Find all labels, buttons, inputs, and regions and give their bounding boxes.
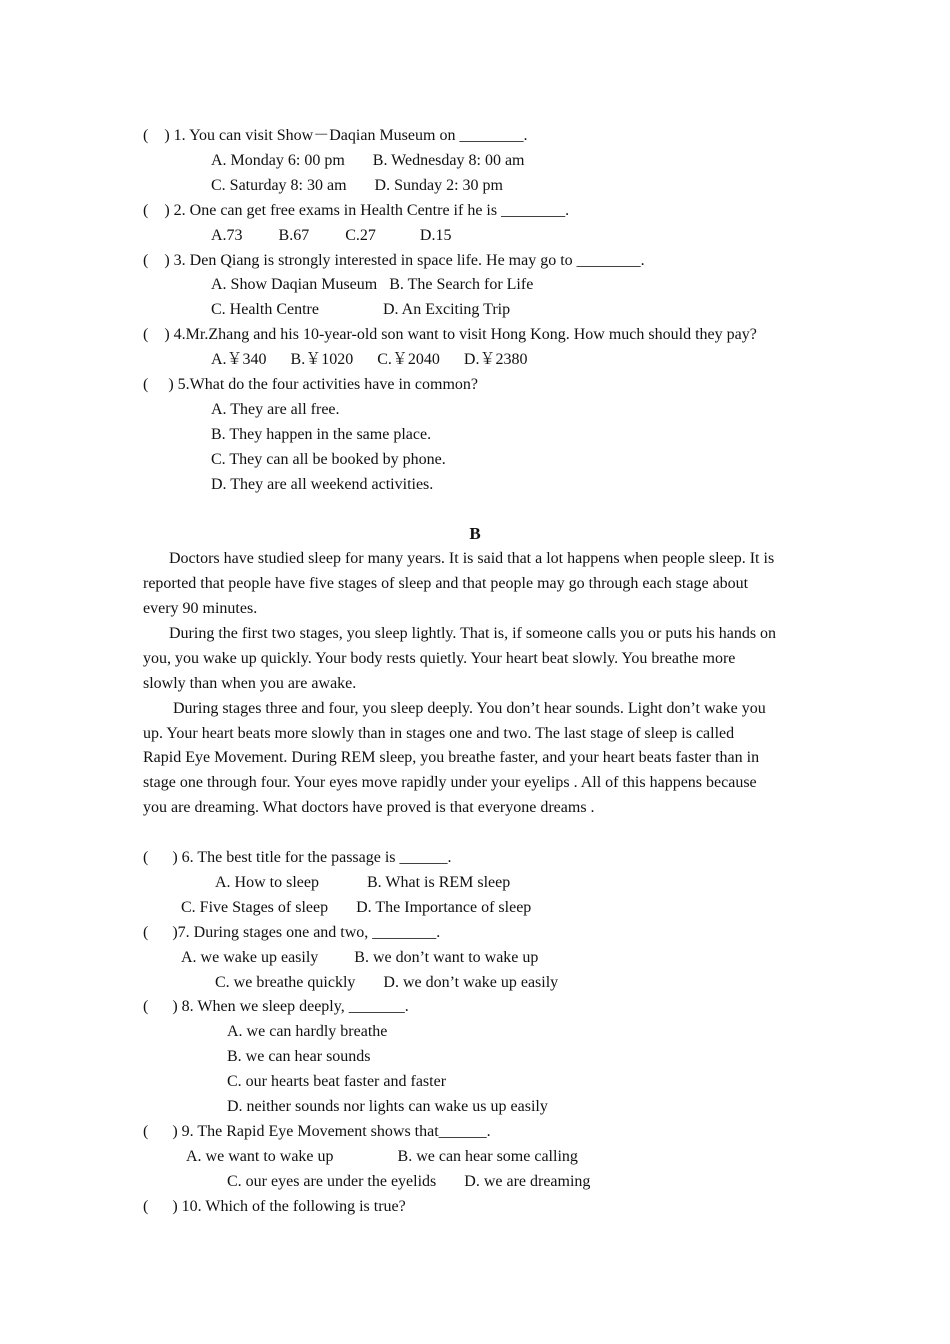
question-9-options-line-2: C. our eyes are under the eyelids D. we are dreaming — [227, 1173, 591, 1190]
question-5-option-c: C. They can all be booked by phone. — [211, 451, 446, 468]
question-5-option-d: D. They are all weekend activities. — [211, 476, 434, 493]
passage-paragraph-3-line-1: During stages three and four, you sleep deeply. You don’t hear sounds. Light don’t wake you — [169, 700, 766, 717]
question-6-options-line-2: C. Five Stages of sleep D. The Importance of sleep — [181, 899, 532, 916]
question-2-options: A.73 B.67 C.27 D.15 — [211, 227, 452, 244]
passage-paragraph-1-line-3: every 90 minutes. — [143, 600, 258, 617]
question-3-stem: ( ) 3. Den Qiang is strongly interested in space life. He may go to ________. — [143, 252, 645, 269]
passage-paragraph-3-line-5: you are dreaming. What doctors have proved is that everyone dreams . — [143, 799, 595, 816]
question-5-option-b: B. They happen in the same place. — [211, 426, 432, 443]
passage-paragraph-2-line-1: During the first two stages, you sleep lightly. That is, if someone calls you or puts his hands on — [169, 625, 777, 642]
passage-paragraph-2-line-3: slowly than when you are awake. — [143, 675, 357, 692]
question-1-stem: ( ) 1. You can visit Show－Daqian Museum on ________. — [143, 127, 528, 144]
passage-paragraph-1-line-1: Doctors have studied sleep for many years. It is said that a lot happens when people sleep. It is — [169, 550, 775, 567]
section-b-heading: B — [469, 524, 481, 543]
question-3-options-line-2: C. Health Centre D. An Exciting Trip — [211, 301, 511, 318]
question-2-stem: ( ) 2. One can get free exams in Health Centre if he is ________. — [143, 202, 570, 219]
passage-paragraph-3-line-3: Rapid Eye Movement. During REM sleep, you breathe faster, and your heart beats faster than in — [143, 749, 760, 766]
passage-paragraph-2-line-2: you, you wake up quickly. Your body rests quietly. Your heart beat slowly. You breathe more — [143, 650, 736, 667]
question-1-options-line-1: A. Monday 6: 00 pm B. Wednesday 8: 00 am — [211, 152, 525, 169]
question-6-stem: ( ) 6. The best title for the passage is ______. — [143, 849, 452, 866]
question-7-stem: ( )7. During stages one and two, ________. — [143, 924, 441, 941]
question-8-option-b: B. we can hear sounds — [227, 1048, 371, 1065]
question-8-stem: ( ) 8. When we sleep deeply, _______. — [143, 998, 409, 1015]
passage-paragraph-3-line-4: stage one through four. Your eyes move rapidly under your eyelips . All of this happens because — [143, 774, 757, 791]
question-9-options-line-1: A. we want to wake up B. we can hear some calling — [186, 1148, 578, 1165]
question-7-options-line-2: C. we breathe quickly D. we don’t wake up easily — [215, 974, 559, 991]
question-8-option-d: D. neither sounds nor lights can wake us up easily — [227, 1098, 548, 1115]
question-4-options: A.￥340 B.￥1020 C.￥2040 D.￥2380 — [211, 351, 528, 368]
question-7-options-line-1: A. we wake up easily B. we don’t want to wake up — [181, 949, 539, 966]
question-4-stem: ( ) 4.Mr.Zhang and his 10-year-old son want to visit Hong Kong. How much should they pay? — [143, 326, 757, 343]
question-8-option-c: C. our hearts beat faster and faster — [227, 1073, 447, 1090]
question-3-options-line-1: A. Show Daqian Museum B. The Search for Life — [211, 276, 534, 293]
question-5-stem: ( ) 5.What do the four activities have in common? — [143, 376, 479, 393]
question-10-stem: ( ) 10. Which of the following is true? — [143, 1198, 406, 1215]
passage-paragraph-3-line-2: up. Your heart beats more slowly than in stages one and two. The last stage of sleep is called — [143, 725, 735, 742]
question-9-stem: ( ) 9. The Rapid Eye Movement shows that______. — [143, 1123, 491, 1140]
question-1-options-line-2: C. Saturday 8: 30 am D. Sunday 2: 30 pm — [211, 177, 503, 194]
question-6-options-line-1: A. How to sleep B. What is REM sleep — [215, 874, 511, 891]
question-8-option-a: A. we can hardly breathe — [227, 1023, 388, 1040]
question-5-option-a: A. They are all free. — [211, 401, 340, 418]
passage-paragraph-1-line-2: reported that people have five stages of sleep and that people may go through each stage about — [143, 575, 749, 592]
